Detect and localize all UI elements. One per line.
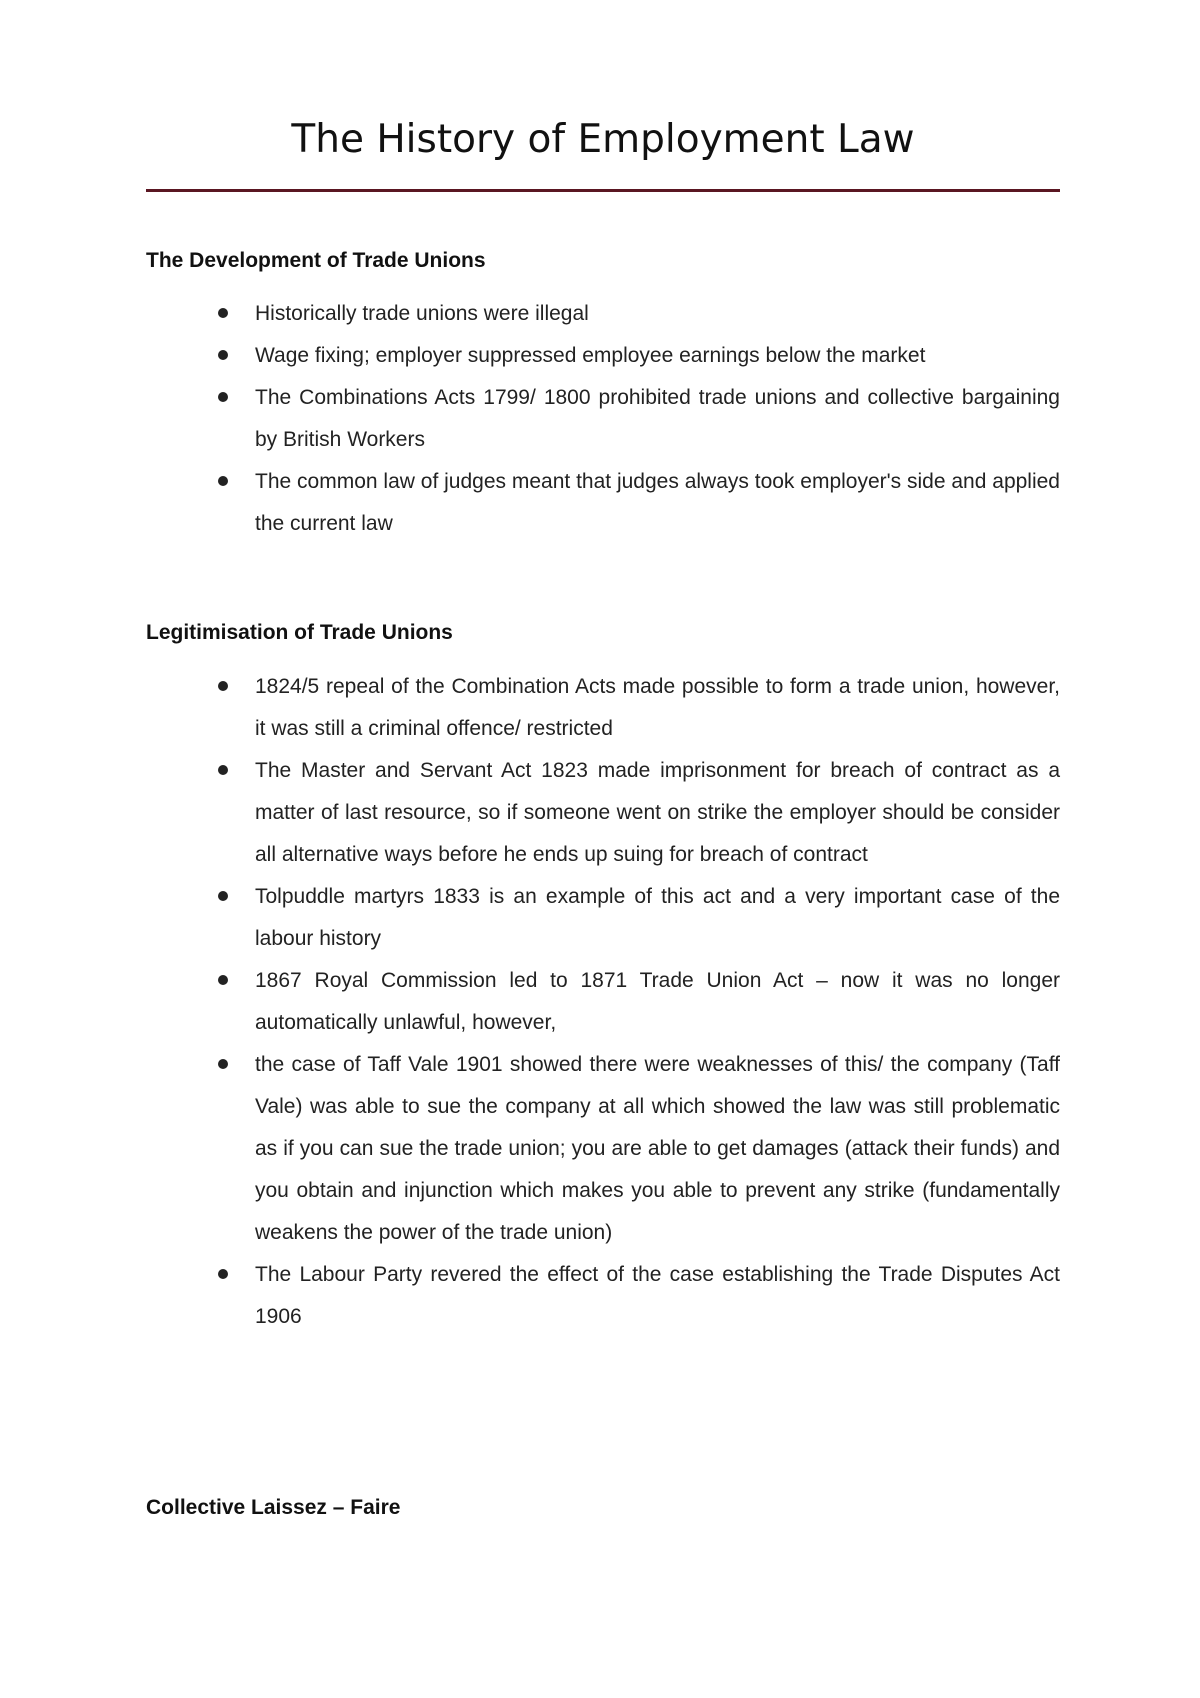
list-item-text: Tolpuddle martyrs 1833 is an example of this act and a very important case of the labour history [255,885,1060,950]
list-item-text: 1867 Royal Commission led to 1871 Trade Union Act – now it was no longer automatically unlawful, however, [255,969,1060,1034]
bullet-icon [218,891,228,901]
list-item-text: The Combinations Acts 1799/ 1800 prohibited trade unions and collective bargaining by British Workers [255,386,1060,451]
page-title: The History of Employment Law [291,117,915,162]
list-item [146,461,1060,545]
list-item-text: The Labour Party revered the effect of the case establishing the Trade Disputes Act 1906 [255,1263,1060,1328]
list-item [146,876,1060,960]
list-item [146,750,1060,876]
list-item-text: the case of Taff Vale 1901 showed there were weaknesses of this/ the company (Taff Vale) was able to sue the company at all which showed the law was still problematic as if you can sue the trade union; you are able to get damages (attack their funds) and you obtain and injunction which makes you able to prevent any strike (fundamentally weakens the power of the trade union) [255,1053,1060,1244]
bullet-icon [218,1059,228,1069]
bullet-icon [218,681,228,691]
section-heading-development: The Development of Trade Unions [146,249,486,272]
list-item [146,293,1060,335]
section-heading-legitimisation: Legitimisation of Trade Unions [146,621,453,644]
list-item-text: The common law of judges meant that judges always took employer's side and applied the current law [255,470,1060,535]
list-item [146,335,1060,377]
bullet-icon [218,350,228,360]
list-item-text: The Master and Servant Act 1823 made imprisonment for breach of contract as a matter of last resource, so if someone went on strike the employer should be consider all alternative ways before he ends up suing for breach of contract [255,759,1060,866]
section-heading-laissez-faire: Collective Laissez – Faire [146,1496,401,1519]
list-item-text: Wage fixing; employer suppressed employee earnings below the market [255,344,926,367]
bullet-icon [218,765,228,775]
list-item [146,960,1060,1044]
bullet-list-development [146,293,1060,545]
list-item [146,377,1060,461]
list-item-text: Historically trade unions were illegal [255,302,589,325]
list-item [146,666,1060,750]
bullet-icon [218,476,228,486]
bullet-list-legitimisation [146,666,1060,1338]
document-page [146,0,1060,1698]
bullet-icon [218,1269,228,1279]
list-item [146,1254,1060,1338]
bullet-icon [218,975,228,985]
title-divider [146,189,1060,192]
list-item-text: 1824/5 repeal of the Combination Acts made possible to form a trade union, however, it was still a criminal offence/ restricted [255,675,1060,740]
bullet-icon [218,308,228,318]
bullet-icon [218,392,228,402]
list-item [146,1044,1060,1254]
